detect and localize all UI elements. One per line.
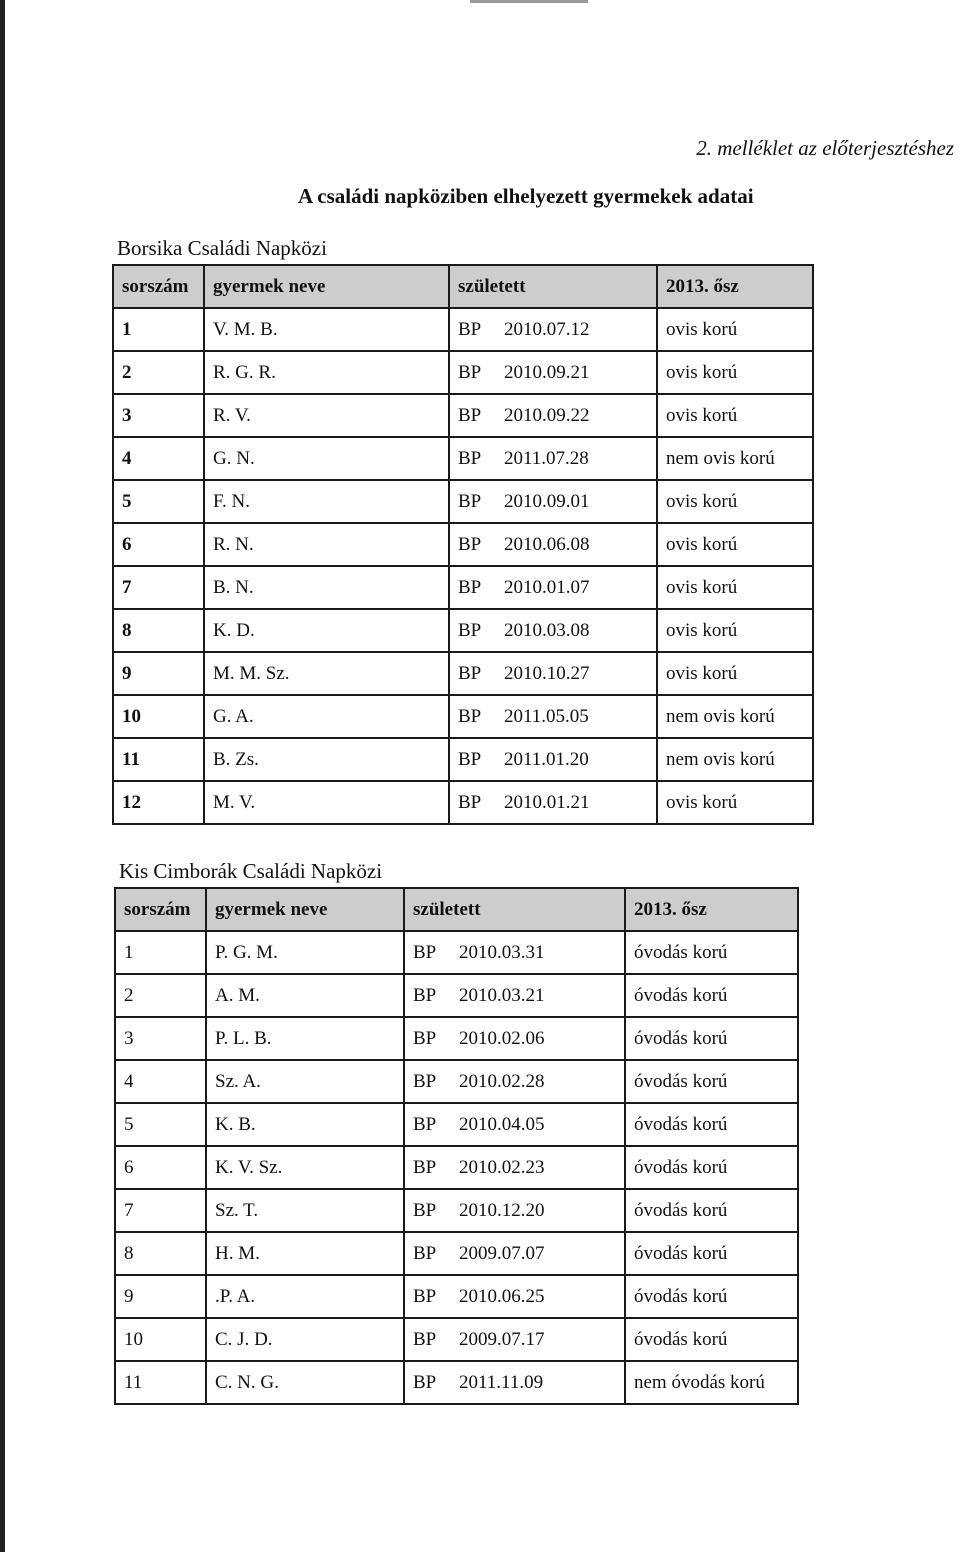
cell-name: P. L. B. [206,1017,404,1060]
cell-sorszam: 4 [113,437,204,480]
table-row [113,523,813,566]
cell-birth-date: 2010.01.21 [504,791,590,813]
table-row [113,351,813,394]
cell-szuletett [404,1146,625,1189]
cell-szuletett [449,308,657,351]
cell-name: F. N. [204,480,449,523]
cell-birth-date: 2010.10.27 [504,662,590,684]
section-name-borsika: Borsika Családi Napközi [117,236,327,260]
cell-szuletett [449,523,657,566]
cell-birth-date: 2010.07.12 [504,318,590,340]
table-row [115,1103,798,1146]
table-row [113,695,813,738]
cell-szuletett [404,1275,625,1318]
cell-status: nem ovis korú [657,695,813,738]
cell-name: .P. A. [206,1275,404,1318]
cell-status: óvodás korú [625,931,798,974]
cell-birth-date: 2011.01.20 [504,748,589,770]
table-body [113,308,813,824]
header-szuletett: született [404,888,625,931]
table-row [115,931,798,974]
cell-status: ovis korú [657,566,813,609]
cell-szuletett [449,394,657,437]
cell-birth-date: 2010.03.08 [504,619,590,641]
cell-birth-city: BP [458,662,482,684]
cell-name: K. V. Sz. [206,1146,404,1189]
cell-birth-city: BP [413,1371,437,1393]
cell-status: ovis korú [657,652,813,695]
cell-sorszam: 5 [115,1103,206,1146]
cell-birth-city: BP [458,619,482,641]
cell-sorszam: 6 [113,523,204,566]
cell-birth-date: 2010.02.06 [459,1027,545,1049]
cell-szuletett [449,609,657,652]
cell-birth-date: 2010.09.21 [504,361,590,383]
cell-name: H. M. [206,1232,404,1275]
cell-szuletett [449,566,657,609]
cell-szuletett [449,695,657,738]
cell-name: G. A. [204,695,449,738]
header-sorszam: sorszám [113,265,204,308]
cell-birth-city: BP [458,533,482,555]
cell-birth-city: BP [458,705,482,727]
cell-birth-city: BP [413,941,437,963]
cell-birth-city: BP [458,490,482,512]
cell-status: ovis korú [657,351,813,394]
cell-name: Sz. T. [206,1189,404,1232]
header-gyermek-neve: gyermek neve [206,888,404,931]
table-row [115,1189,798,1232]
cell-sorszam: 9 [115,1275,206,1318]
cell-name: A. M. [206,974,404,1017]
cell-status: ovis korú [657,609,813,652]
header-2013-osz: 2013. ősz [657,265,813,308]
cell-status: ovis korú [657,394,813,437]
cell-status: óvodás korú [625,1232,798,1275]
cell-birth-date: 2010.06.08 [504,533,590,555]
cell-name: V. M. B. [204,308,449,351]
cell-szuletett [404,931,625,974]
cell-name: B. Zs. [204,738,449,781]
cell-sorszam: 3 [115,1017,206,1060]
cell-sorszam: 11 [113,738,204,781]
cell-birth-date: 2010.09.22 [504,404,590,426]
cell-szuletett [404,1361,625,1404]
table-row [115,1361,798,1404]
cell-birth-date: 2011.05.05 [504,705,589,727]
table-row [113,480,813,523]
cell-name: B. N. [204,566,449,609]
cell-name: Sz. A. [206,1060,404,1103]
document-title: A családi napköziben elhelyezett gyermekek adatai [298,184,754,208]
cell-birth-date: 2010.09.01 [504,490,590,512]
header-sorszam: sorszám [115,888,206,931]
cell-sorszam: 1 [115,931,206,974]
cell-name: P. G. M. [206,931,404,974]
cell-szuletett [404,1189,625,1232]
cell-birth-city: BP [413,1070,437,1092]
cell-birth-date: 2011.11.09 [459,1371,544,1393]
cell-szuletett [404,974,625,1017]
table-row [113,781,813,824]
cell-szuletett [449,738,657,781]
cell-sorszam: 10 [113,695,204,738]
cell-status: óvodás korú [625,1060,798,1103]
cell-szuletett [449,781,657,824]
cell-birth-city: BP [458,791,482,813]
table-row [113,394,813,437]
cell-birth-date: 2010.06.25 [459,1285,545,1307]
cell-birth-city: BP [458,576,482,598]
cell-status: óvodás korú [625,1146,798,1189]
cell-name: M. M. Sz. [204,652,449,695]
table-header-row [113,265,813,308]
cell-birth-date: 2009.07.17 [459,1328,545,1350]
cell-name: G. N. [204,437,449,480]
cell-name: R. V. [204,394,449,437]
scan-left-edge [0,0,5,1552]
cell-szuletett [449,351,657,394]
table-body [115,931,798,1404]
cell-szuletett [404,1232,625,1275]
cell-sorszam: 2 [115,974,206,1017]
cell-szuletett [449,437,657,480]
header-2013-osz: 2013. ősz [625,888,798,931]
cell-sorszam: 2 [113,351,204,394]
cell-birth-city: BP [458,318,482,340]
cell-status: nem óvodás korú [625,1361,798,1404]
cell-name: K. B. [206,1103,404,1146]
cell-birth-date: 2010.12.20 [459,1199,545,1221]
cell-birth-city: BP [458,447,482,469]
cell-status: ovis korú [657,523,813,566]
cell-birth-date: 2010.04.05 [459,1113,545,1135]
table-header-row [115,888,798,931]
table-row [113,308,813,351]
cell-birth-city: BP [413,1242,437,1264]
cell-sorszam: 6 [115,1146,206,1189]
cell-szuletett [404,1318,625,1361]
cell-birth-date: 2011.07.28 [504,447,589,469]
section-name-kis-cimborak: Kis Cimborák Családi Napközi [119,859,383,883]
cell-sorszam: 10 [115,1318,206,1361]
table-row [113,652,813,695]
table-row [115,974,798,1017]
cell-birth-date: 2010.02.28 [459,1070,545,1092]
cell-sorszam: 9 [113,652,204,695]
cell-birth-date: 2009.07.07 [459,1242,545,1264]
table-row [113,609,813,652]
cell-status: óvodás korú [625,1103,798,1146]
cell-sorszam: 7 [113,566,204,609]
cell-birth-city: BP [413,1328,437,1350]
table-row [115,1146,798,1189]
cell-sorszam: 7 [115,1189,206,1232]
cell-szuletett [449,652,657,695]
cell-name: R. N. [204,523,449,566]
cell-sorszam: 11 [115,1361,206,1404]
cell-status: óvodás korú [625,1275,798,1318]
cell-status: óvodás korú [625,1189,798,1232]
table-row [115,1017,798,1060]
cell-szuletett [404,1017,625,1060]
cell-birth-date: 2010.01.07 [504,576,590,598]
cell-name: K. D. [204,609,449,652]
cell-birth-date: 2010.03.21 [459,984,545,1006]
cell-name: M. V. [204,781,449,824]
cell-birth-city: BP [413,1113,437,1135]
cell-sorszam: 5 [113,480,204,523]
cell-birth-city: BP [458,404,482,426]
cell-sorszam: 1 [113,308,204,351]
cell-sorszam: 4 [115,1060,206,1103]
cell-sorszam: 12 [113,781,204,824]
cell-name: R. G. R. [204,351,449,394]
cell-birth-city: BP [413,1199,437,1221]
cell-status: ovis korú [657,781,813,824]
cell-status: óvodás korú [625,1017,798,1060]
cell-sorszam: 8 [113,609,204,652]
table-row [115,1275,798,1318]
cell-birth-city: BP [413,1285,437,1307]
cell-status: óvodás korú [625,1318,798,1361]
header-gyermek-neve: gyermek neve [204,265,449,308]
cell-szuletett [449,480,657,523]
cell-name: C. N. G. [206,1361,404,1404]
annex-label: 2. melléklet az előterjesztéshez [696,136,954,160]
table-row [115,1232,798,1275]
table-borsika [112,264,814,825]
table-row [115,1318,798,1361]
table-row [115,1060,798,1103]
cell-birth-city: BP [413,1027,437,1049]
cell-status: ovis korú [657,480,813,523]
cell-status: nem ovis korú [657,437,813,480]
cell-birth-city: BP [413,1156,437,1178]
cell-birth-city: BP [413,984,437,1006]
cell-status: nem ovis korú [657,738,813,781]
table-row [113,738,813,781]
cell-status: ovis korú [657,308,813,351]
cell-szuletett [404,1060,625,1103]
scan-top-mark [470,0,588,3]
cell-birth-city: BP [458,748,482,770]
cell-name: C. J. D. [206,1318,404,1361]
cell-szuletett [404,1103,625,1146]
cell-birth-city: BP [458,361,482,383]
cell-status: óvodás korú [625,974,798,1017]
header-szuletett: született [449,265,657,308]
table-kis-cimborak [114,887,799,1405]
cell-sorszam: 8 [115,1232,206,1275]
cell-birth-date: 2010.02.23 [459,1156,545,1178]
table-row [113,566,813,609]
cell-birth-date: 2010.03.31 [459,941,545,963]
table-row [113,437,813,480]
cell-sorszam: 3 [113,394,204,437]
